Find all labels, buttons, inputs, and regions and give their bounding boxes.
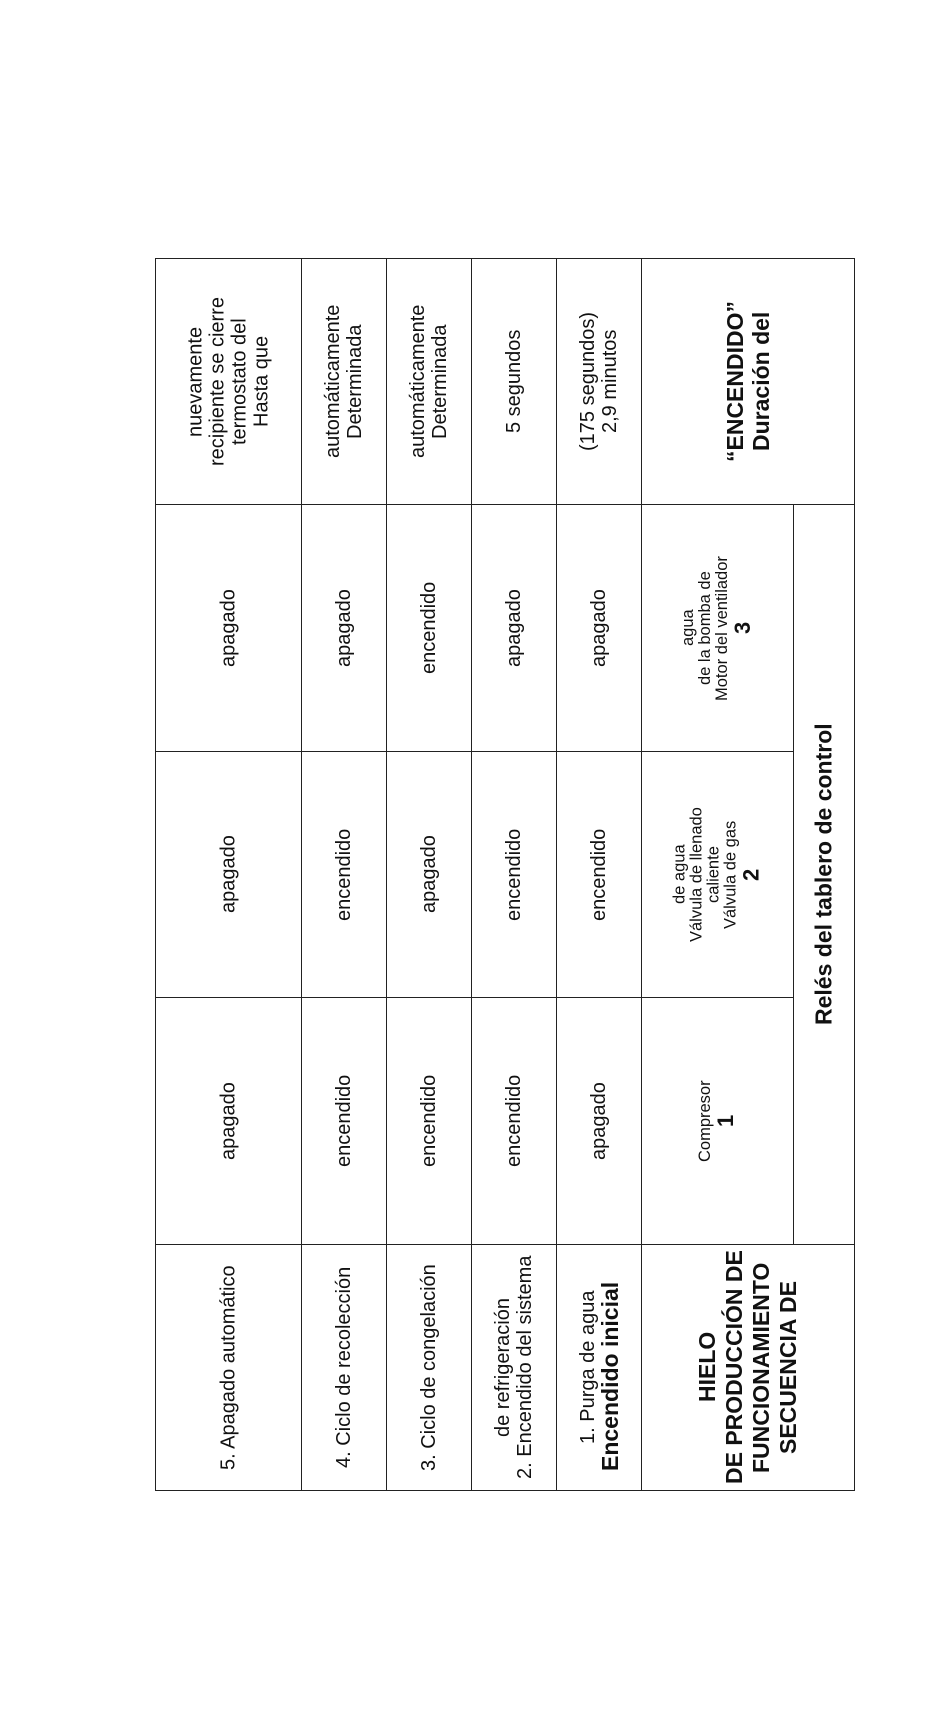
relay-state: apagado [418,835,441,914]
table-row [472,259,557,1491]
phase-label: 4. Ciclo de recolección [333,1266,356,1468]
duration-cell [472,259,557,505]
relay-3-state [557,505,642,751]
relay-1-state [302,998,387,1244]
relay-3-state [472,505,557,751]
duration-line: termostato del [228,318,251,446]
relay-2-header [641,751,793,997]
relay-state: apagado [588,1081,610,1160]
duration-header [641,259,854,505]
duration-line: automáticamente [407,305,430,459]
duration-line: 5 segundos [503,330,526,434]
duration-line: automáticamente [322,305,345,459]
relay-number: 1 [712,1114,738,1128]
title-line: SECUENCIA DE [774,1280,801,1454]
relay-2-state [557,751,642,997]
relay-state: encendido [588,828,610,921]
relay-state: encendido [333,1074,356,1168]
phase-label: 2. Encendido del sistema [514,1255,537,1480]
relay-2-state [387,751,472,997]
relay-state: encendido [503,1074,526,1168]
relay-description: caliente [704,846,723,903]
relay-description: agua [678,609,697,647]
relay-state: encendido [418,1074,441,1168]
phase-cell [302,1244,387,1490]
relay-description: Motor del ventilador [712,555,731,701]
relay-number: 2 [738,868,764,881]
relay-3-state [156,505,302,751]
relay-1-state [472,998,557,1244]
table-row [387,259,472,1491]
duration-cell [302,259,387,505]
duration-line: Hasta que [250,336,273,428]
duration-line: (175 segundos) [577,312,599,452]
relay-description: Válvula de llenado [687,807,706,942]
phase-cell [557,1244,642,1490]
duration-line: nuevamente [184,326,207,437]
relay-state: apagado [217,835,240,914]
ice-production-sequence-table [155,258,855,1491]
table-row [156,259,302,1491]
relay-description: de la bomba de [695,571,714,686]
relay-description: Válvula de gas [721,820,740,929]
title-line: DE PRODUCCIÓN DE HIELO [693,1250,747,1485]
phase-cell [387,1244,472,1490]
relay-state: apagado [503,589,526,668]
duration-cell [156,259,302,505]
title-line: FUNCIONAMIENTO [747,1262,774,1473]
table-row [557,259,642,1491]
rotated-table-container [155,258,855,1491]
phase-cell [156,1244,302,1490]
relay-state: encendido [503,828,526,921]
relay-state: apagado [217,1081,240,1160]
relay-state: apagado [333,589,356,668]
duration-line: 2,9 minutos [599,330,621,434]
relay-1-state [387,998,472,1244]
relay-description: de agua [670,844,689,905]
relay-3-state [302,505,387,751]
duration-header-line: Duración del [747,312,774,452]
relay-number: 3 [729,622,755,635]
relay-state: apagado [588,589,610,668]
table-title [641,1244,854,1490]
phase-cell [472,1244,557,1490]
phase-label: 1. Purga de agua [577,1290,599,1445]
relay-description: Compresor [695,1080,714,1162]
table-row [302,259,387,1491]
duration-cell [387,259,472,505]
duration-line: recipiente se cierre [206,297,229,467]
relays-group-label: Relés del tablero de control [810,723,837,1026]
relay-2-state [302,751,387,997]
relay-state: apagado [217,589,240,668]
relay-1-state [156,998,302,1244]
duration-cell [557,259,642,505]
relay-3-header [641,505,793,751]
relay-2-state [472,751,557,997]
relay-2-state [156,751,302,997]
phase-label: 5. Apagado automático [217,1265,240,1470]
relay-3-state [387,505,472,751]
phase-label: 3. Ciclo de congelación [418,1263,441,1471]
phase-group-title: Encendido inicial [597,1281,623,1471]
relay-state: encendido [333,828,356,921]
relay-1-header [641,998,793,1244]
relay-1-state [557,998,642,1244]
duration-line: Determinada [429,324,452,439]
relay-state: encendido [418,581,441,675]
relays-group-header [793,505,854,1244]
phase-label: de refrigeración [492,1297,515,1437]
duration-header-line: “ENCENDIDO” [721,301,748,463]
duration-line: Determinada [344,324,367,439]
